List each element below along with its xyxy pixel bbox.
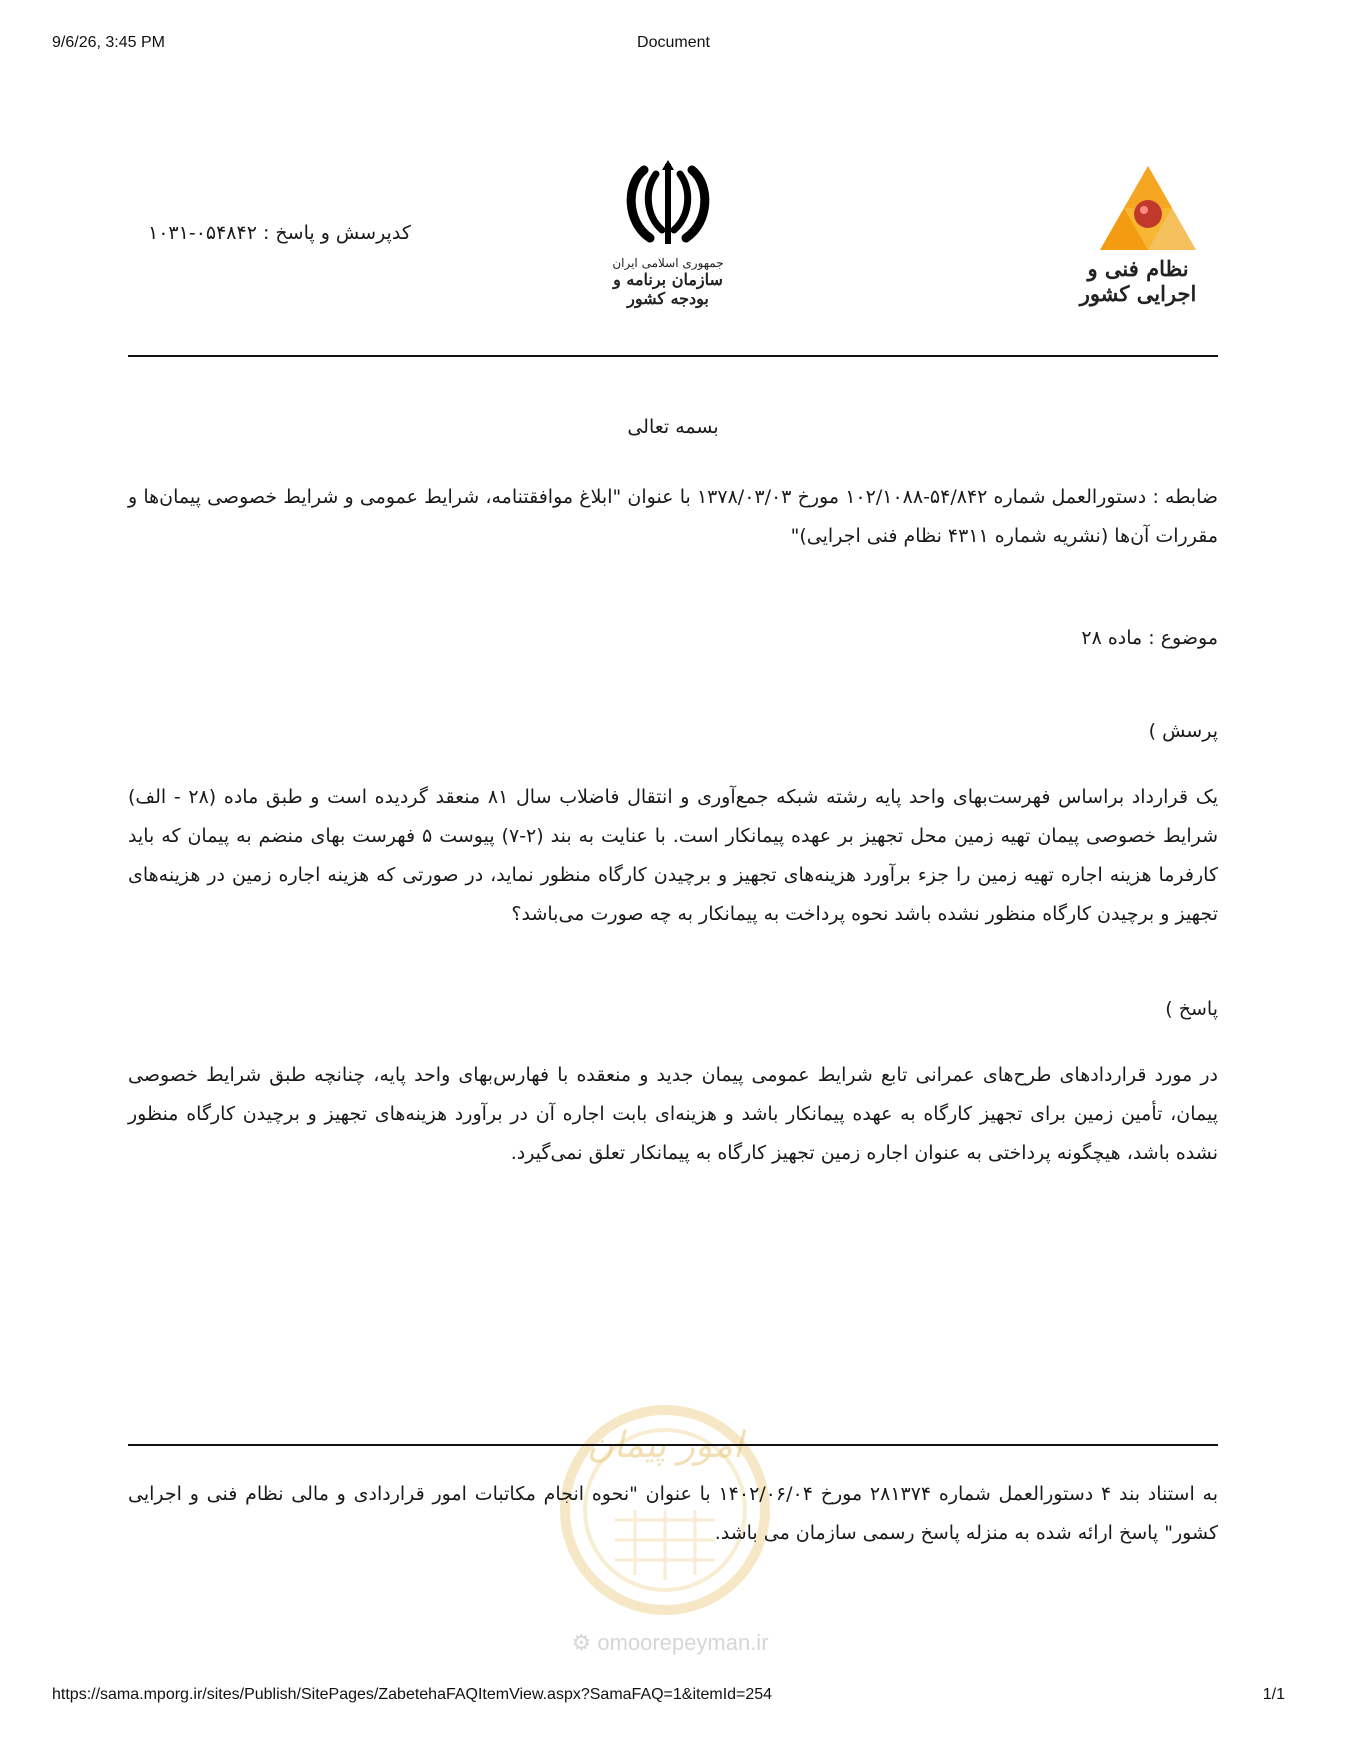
zabete-paragraph: ضابطه : دستورالعمل شماره ۵۴/۸۴۲-۱۰۲/۱۰۸۸ مورخ ۱۳۷۸/۰۳/۰۳ با عنوان "ابلاغ موافقتنامه، شرایط عمومی و شرایط خصوصی پیمان‌ها و مقررات آن‌ها (نشریه شماره ۴۳۱۱ نظام فنی اجرایی)" [128, 486, 1219, 547]
footer-divider [128, 1444, 1218, 1446]
left-logo-text: نظام فنی و اجرایی کشور [1079, 256, 1197, 306]
footer-note: به استناد بند ۴ دستورالعمل شماره ۲۸۱۳۷۴ مورخ ۱۴۰۲/۰۶/۰۴ با عنوان "نحوه انجام مکاتبات امور قراردادی و مالی نظام فنی و اجرایی کشور" پاسخ ارائه شده به منزله پاسخ رسمی سازمان می باشد. [128, 1483, 1218, 1544]
nezam-fanni-logo [1058, 164, 1218, 304]
faq-code [148, 222, 411, 244]
print-footer [0, 1686, 1347, 1708]
question-paragraph: یک قرارداد براساس فهرست‌بهای واحد پایه رشته شبکه جمع‌آوری و انتقال فاضلاب سال ۸۱ منعقد گردیده است و طبق ماده (۲۸ - الف) شرایط خصوصی پیمان تهیه زمین محل تجهیز بر عهده پیمانکار است. با عنایت به بند (۲-۷) پیوست ۵ فهرست بهای منضم به پیمان که باید کارفرما هزینه اجاره تهیه زمین را جزء برآورد هزینه‌های تجهیز و برچیدن کارگاه منظور نماید، در صورتی که هزینه اجاره زمین در هزینه‌های تجهیز و برچیدن کارگاه منظور نشده باشد نحوه پرداخت به پیمانکار به چه صورت می‌باشد؟ [128, 786, 1219, 925]
watermark-url: ⚙ omoorepeyman.ir [571, 1630, 769, 1655]
iran-emblem-icon [620, 160, 716, 250]
print-page-number: 1/1 [1262, 1686, 1285, 1703]
question-label: پرسش ) [1148, 720, 1218, 742]
letterhead [128, 150, 1218, 320]
answer-paragraph: در مورد قراردادهای طرح‌های عمرانی تابع شرایط عمومی پیمان جدید و منعقده با فهارس‌بهای واحد پایه، چنانچه طبق شرایط خصوصی پیمان، تأمین زمین برای تجهیز کارگاه به عهده پیمانکار باشد و هزینه‌ای بابت اجاره آن در برآورد هزینه‌های تجهیز و برچیدن کارگاه منظور نشده باشد، هیچگونه پرداختی به عنوان اجاره زمین تجهیز کارگاه به پیمانکار تعلق نمی‌گیرد. [128, 1064, 1218, 1164]
watermark-seal-text: امور پیمان [587, 1425, 743, 1466]
print-header [0, 34, 1347, 56]
iran-emblem [598, 160, 738, 310]
subject-line: موضوع : ماده ۲۸ [1081, 627, 1218, 649]
print-title: Document [637, 34, 710, 51]
emblem-line-1: جمهوری اسلامی ایران [612, 256, 724, 270]
answer-label: پاسخ ) [1165, 998, 1218, 1020]
emblem-line-2: سازمان برنامه و بودجه کشور [613, 270, 723, 308]
header-divider [128, 355, 1218, 357]
faq-code-value: ۰۵۴۸۴۲-۱۰۳۱ [148, 222, 257, 244]
watermark-site-text: omoorepeyman.ir [597, 1630, 769, 1655]
faq-code-label: کدپرسش و پاسخ : [262, 222, 411, 244]
print-url[interactable]: https://sama.mporg.ir/sites/Publish/SitePages/ZabetehaFAQItemView.aspx?SamaFAQ=1&itemId=254 [52, 1686, 773, 1703]
print-datetime: 9/6/26, 3:45 PM [52, 34, 165, 51]
triangle-logo-icon [1096, 164, 1200, 254]
basmala: بسمه تعالی [627, 416, 719, 438]
